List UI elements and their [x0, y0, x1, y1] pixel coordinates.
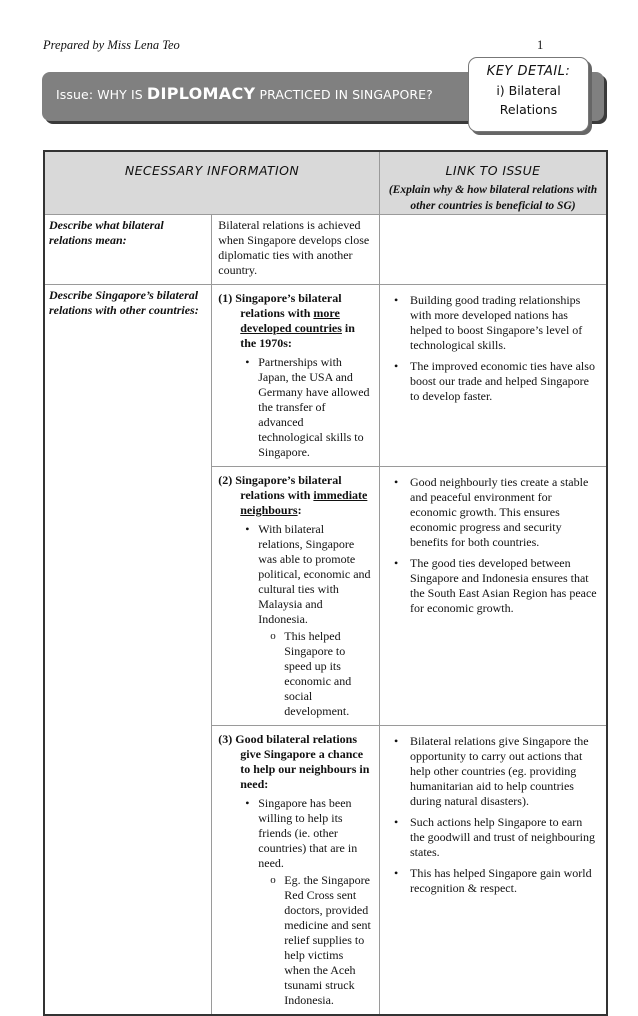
list-item: o Eg. the Singapore Red Cross sent doctors, provided medicine and sent relief supplies to help victims when the Aceh tsunami struck Indonesia.	[284, 873, 371, 1008]
prepared-by: Prepared by Miss Lena Teo	[43, 38, 180, 52]
list-item: • The improved economic ties have also boost our trade and helped Singapore to develop faster.	[410, 359, 598, 404]
header-link-subtitle: (Explain why & how bilateral relations with other countries is beneficial to SG)	[388, 184, 598, 212]
point-cell	[212, 726, 380, 1016]
point-heading: (3) Good bilateral relations give Singapore a chance to help our neighbours in need:	[218, 732, 370, 791]
link-bullets	[380, 285, 606, 404]
header-link-to-issue	[380, 151, 608, 215]
key-detail-line1: i) Bilateral	[496, 83, 561, 98]
sub-bullets	[258, 873, 371, 1008]
row-link	[380, 215, 608, 285]
list-item: • Such actions help Singapore to earn the goodwill and trust of neighbouring states.	[410, 815, 598, 860]
list-item: o This helped Singapore to speed up its economic and social development.	[284, 629, 371, 719]
list-item: • The good ties developed between Singapore and Indonesia ensures that the South East Asian Region has peace for economic growth.	[410, 556, 598, 616]
point-bullets	[218, 796, 371, 1008]
issue-suffix: PRACTICED IN SINGAPORE?	[255, 87, 433, 102]
point-bullets	[218, 522, 371, 719]
link-cell	[380, 467, 608, 726]
issue-keyword: DIPLOMACY	[146, 84, 256, 103]
point-cell	[212, 467, 380, 726]
table-row	[44, 285, 607, 467]
list-item: • Bilateral relations give Singapore the opportunity to carry out actions that help other countries (eg. providing humanitarian aid to help countries during natural disasters).	[410, 734, 598, 809]
notes-table	[43, 150, 608, 1016]
list-item: • This has helped Singapore gain world recognition & respect.	[410, 866, 598, 896]
key-detail-title: KEY DETAIL:	[486, 64, 571, 79]
list-item: • Partnerships with Japan, the USA and Germany have allowed the transfer of advanced technological skills to Singapore.	[258, 355, 371, 460]
sub-bullets	[258, 629, 371, 719]
header-link-label: LINK TO ISSUE	[445, 163, 541, 178]
table-header-row	[44, 151, 607, 215]
list-item: • With bilateral relations, Singapore was able to promote political, economic and cultural ties with Malaysia and Indonesia. o This helped Singapore to speed up its economic and social development.	[258, 522, 371, 719]
link-bullets	[380, 726, 606, 896]
definition-text: Bilateral relations is achieved when Singapore develops close diplomatic ties with another country.	[218, 218, 370, 277]
point-heading: (2) Singapore’s bilateral relations with immediate neighbours:	[218, 473, 368, 517]
table-row	[44, 215, 607, 285]
key-detail-box	[468, 57, 589, 132]
link-bullets	[380, 467, 606, 616]
link-cell	[380, 726, 608, 1016]
row-label: Describe Singapore’s bilateral relations with other countries:	[44, 285, 212, 1016]
list-item: • Singapore has been willing to help its friends (ie. other countries) that are in need. o Eg. the Singapore Red Cross sent doctors, provided medicine and sent relief supplies to help victims when the Aceh tsunami struck Indonesia.	[258, 796, 371, 1008]
page-number: 1	[537, 38, 544, 52]
row-label: Describe what bilateral relations mean:	[44, 215, 212, 285]
header-info-label: NECESSARY INFORMATION	[124, 163, 300, 178]
list-item: • Building good trading relationships with more developed nations has helped to boost Singapore’s level of technological skills.	[410, 293, 598, 353]
issue-title	[56, 84, 433, 103]
key-detail-line2: Relations	[499, 102, 558, 117]
point-bullets	[218, 355, 371, 460]
issue-prefix: Issue: WHY IS	[56, 87, 147, 102]
list-item: • Good neighbourly ties create a stable and peaceful environment for economic growth. This ensures economic progress and security benefits for both countries.	[410, 475, 598, 550]
link-cell	[380, 285, 608, 467]
point-heading: (1) Singapore’s bilateral relations with more developed countries in the 1970s:	[218, 291, 355, 350]
point-cell	[212, 285, 380, 467]
header-necessary-information	[44, 151, 380, 215]
row-info	[212, 215, 380, 285]
